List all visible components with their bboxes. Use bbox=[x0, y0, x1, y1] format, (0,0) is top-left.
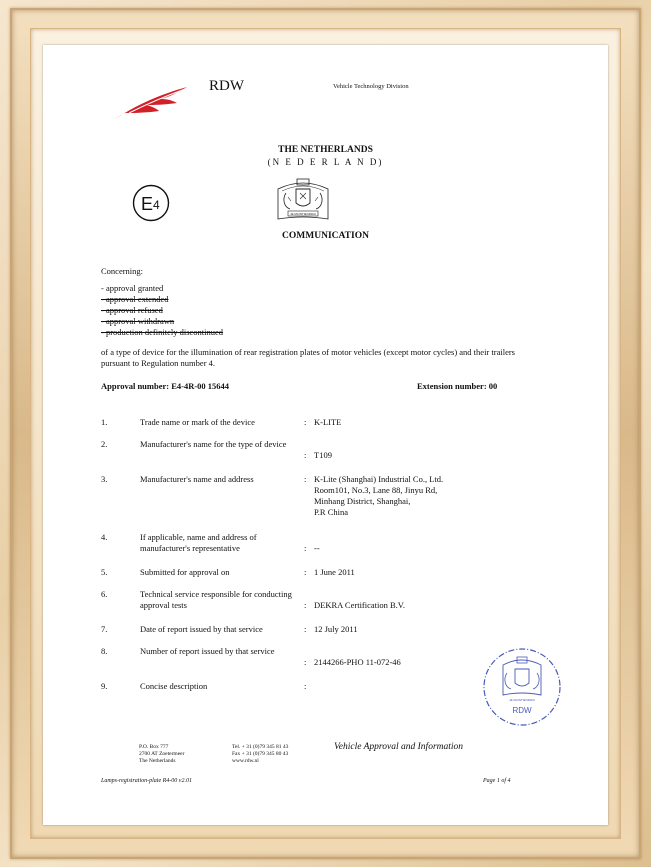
division-name: Vehicle Technology Division bbox=[333, 83, 409, 90]
approval-number: Approval number: E4-4R-00 15644 bbox=[101, 381, 230, 391]
concerning-label: Concerning: bbox=[101, 266, 144, 276]
page-number: Page 1 of 4 bbox=[483, 778, 511, 784]
stamp-motto: JE MAINTIENDRAI bbox=[509, 698, 535, 702]
option-approval-granted: - approval granted bbox=[101, 283, 164, 293]
document-title: COMMUNICATION bbox=[282, 231, 369, 241]
option-production-discontinued: - production definitely discontinued bbox=[101, 327, 224, 337]
concerning-options bbox=[101, 283, 223, 338]
document-page: RDW Vehicle Technology Division THE NETHERLANDS (N E D E R L A N D) E 4 JE MAINTIENDRAI COMMUNICATION Concerning: - approval granted - approval extended - approval refused - approval withdrawn - production definitely discontinued of a type of device for the illumination of rear registration plates of motor vehicles (except motor cycles) and their trailers pursuant to Regulation number 4. Approval number: E4-4R-00 15644 Extension number: 00 1. Trade name or mark of the device : K-LITE 2. Manufacturer's name for the type of device : T109 3. Manufacturer's name and address : K-Lite (Shanghai) Industrial Co., Ltd. Room101, No.3, Lane 88, Jinyu Rd, Minhang District, Shanghai, P.R China 4. If applicable, name and address of manufacturer's representative : -- 5. Submitted for approval on : 1 June 2011 6. Technical service responsible for conducting approval tests : DEKRA Certification B.V. 7. Date of report issued by that service : 12 July 2011 8. Number of report issued by that service : 2144266-PHO 11-072-46 9. Concise description : JE MAINTIENDRAI RDW P.O. Box 777 2700 AT Zoetermeer The Netherlands Tel. + 31 (0)79 345 81 43 Fax + 31 (0)79 345 80 43 www.rdw.nl Vehicle Approval and Information Lamps-registration-plate R4-00 v2.01 Page 1 of 4 bbox=[43, 45, 608, 825]
coat-of-arms-icon bbox=[272, 175, 334, 225]
official-stamp-icon bbox=[481, 643, 563, 731]
footer-address: P.O. Box 777 2700 AT Zoetermeer The Netherlands bbox=[139, 744, 185, 764]
option-approval-extended: - approval extended bbox=[101, 294, 169, 304]
document-id: Lamps-registration-plate R4-00 v2.01 bbox=[101, 778, 192, 784]
extension-number: Extension number: 00 bbox=[417, 381, 498, 391]
country-native-name: (N E D E R L A N D) bbox=[267, 157, 384, 167]
e-mark-number: 4 bbox=[153, 198, 160, 212]
device-description: of a type of device for the illumination of rear registration plates of motor vehicles (except motor cycles) and their trailers pursuant to Regulation number 4. bbox=[101, 347, 515, 368]
rdw-logo-icon bbox=[111, 83, 191, 123]
e-mark-letter: E bbox=[141, 194, 154, 214]
footer-tagline: Vehicle Approval and Information bbox=[334, 742, 464, 752]
e-mark-icon bbox=[131, 183, 171, 223]
option-approval-withdrawn: - approval withdrawn bbox=[101, 316, 175, 326]
country-name: THE NETHERLANDS bbox=[278, 145, 373, 155]
crest-motto: JE MAINTIENDRAI bbox=[290, 212, 316, 216]
brand-name: RDW bbox=[209, 78, 244, 94]
option-approval-refused: - approval refused bbox=[101, 305, 163, 315]
footer-contact: Tel. + 31 (0)79 345 81 43 Fax + 31 (0)79 345 80 43 www.rdw.nl bbox=[232, 744, 289, 764]
stamp-text: RDW bbox=[512, 706, 532, 715]
